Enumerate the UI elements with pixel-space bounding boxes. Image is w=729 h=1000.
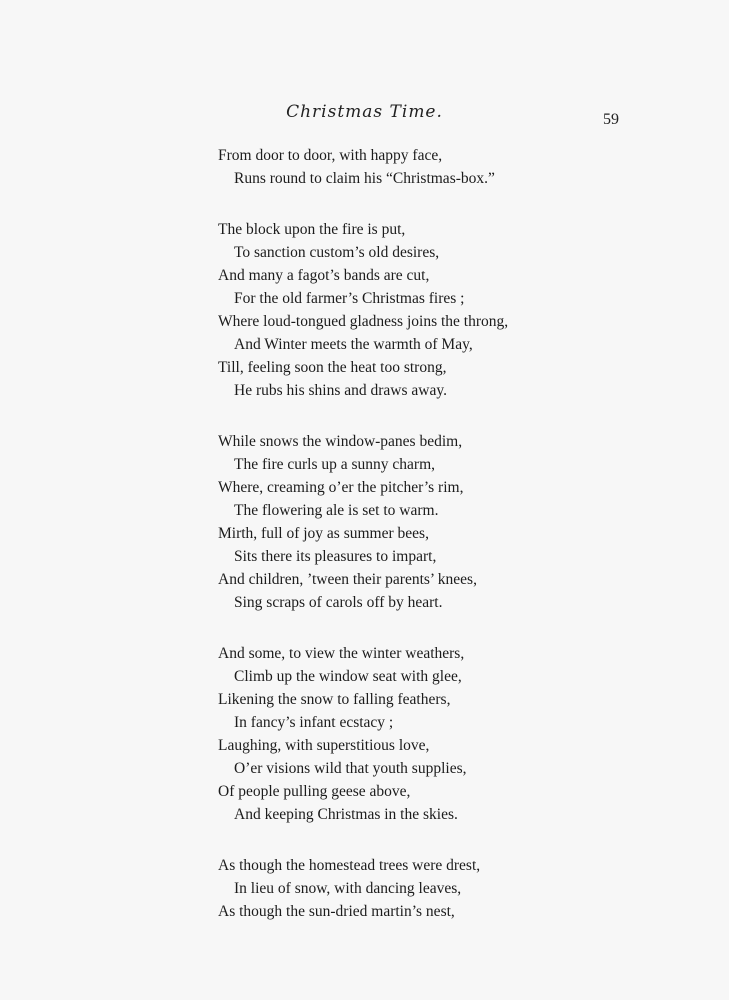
poem-line: As though the homestead trees were drest, xyxy=(218,857,481,874)
stanza-1 xyxy=(218,144,578,190)
poem-line: Where, creaming o’er the pitcher’s rim, xyxy=(218,479,464,496)
poem-line: And children, ’tween their parents’ knees, xyxy=(218,571,477,588)
poem-line: Likening the snow to falling feathers, xyxy=(218,691,451,708)
poem-line: Laughing, with superstitious love, xyxy=(218,737,430,754)
poem-line: And many a fagot’s bands are cut, xyxy=(218,267,430,284)
poem xyxy=(218,144,578,951)
poem-line: The flowering ale is set to warm. xyxy=(234,502,439,519)
poem-line: To sanction custom’s old desires, xyxy=(234,244,440,261)
poem-line: He rubs his shins and draws away. xyxy=(234,382,447,399)
poem-line: O’er visions wild that youth supplies, xyxy=(234,760,467,777)
poem-line: Mirth, full of joy as summer bees, xyxy=(218,525,429,542)
poem-line: As though the sun-dried martin’s nest, xyxy=(218,903,455,920)
poem-line: Runs round to claim his “Christmas-box.” xyxy=(234,170,495,187)
poem-line: The block upon the fire is put, xyxy=(218,221,406,238)
poem-line: And Winter meets the warmth of May, xyxy=(234,336,473,353)
poem-line: The fire curls up a sunny charm, xyxy=(234,456,436,473)
stanza-2 xyxy=(218,218,578,402)
poem-line: Sits there its pleasures to impart, xyxy=(234,548,437,565)
poem-line: Sing scraps of carols off by heart. xyxy=(234,594,443,611)
poem-line: In lieu of snow, with dancing leaves, xyxy=(234,880,462,897)
page-number: 59 xyxy=(603,111,619,128)
poem-line: Where loud-tongued gladness joins the throng, xyxy=(218,313,509,330)
poem-line: And some, to view the winter weathers, xyxy=(218,645,465,662)
poem-line: For the old farmer’s Christmas fires ; xyxy=(234,290,465,307)
poem-line: While snows the window-panes bedim, xyxy=(218,433,463,450)
poem-line: And keeping Christmas in the skies. xyxy=(234,806,458,823)
stanza-4 xyxy=(218,642,578,826)
stanza-3 xyxy=(218,430,578,614)
poem-line: Till, feeling soon the heat too strong, xyxy=(218,359,447,376)
poem-line: From door to door, with happy face, xyxy=(218,147,443,164)
poem-line: Climb up the window seat with glee, xyxy=(234,668,462,685)
stanza-5 xyxy=(218,854,578,923)
running-head: Christmas Time. xyxy=(286,102,443,122)
poem-line: In fancy’s infant ecstacy ; xyxy=(234,714,394,731)
poem-line: Of people pulling geese above, xyxy=(218,783,411,800)
